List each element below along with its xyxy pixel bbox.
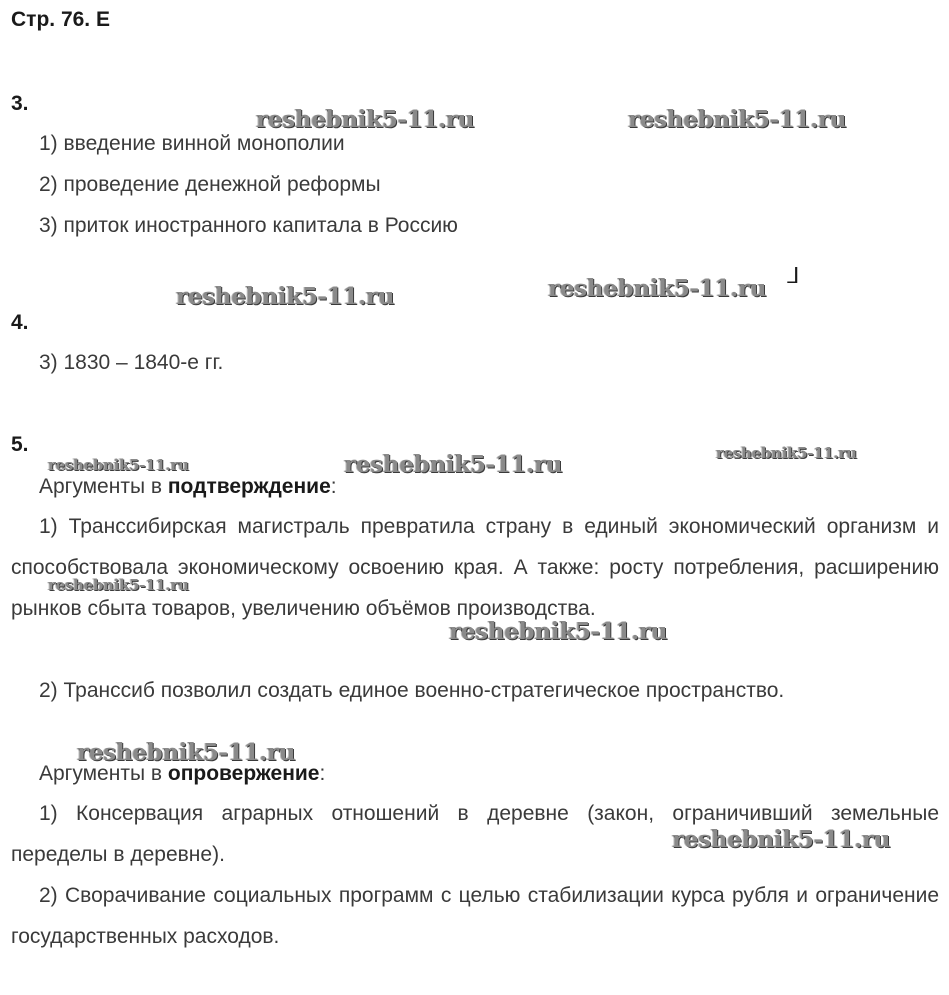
watermark: reshebnik5-11.ru xyxy=(256,106,475,133)
watermark: reshebnik5-11.ru xyxy=(48,456,189,474)
task-4-answer-1: 3) 1830 – 1840-е гг. xyxy=(39,351,224,374)
task-3-answer-1: 1) введение винной монополии xyxy=(39,132,345,155)
watermark: reshebnik5-11.ru xyxy=(716,444,857,462)
stray-mark: ᒧ xyxy=(786,264,800,289)
watermark: reshebnik5-11.ru xyxy=(672,826,891,853)
task-3-answer-2: 2) проведение денежной реформы xyxy=(39,173,381,196)
watermark: reshebnik5-11.ru xyxy=(548,275,767,302)
refute-argument-2: 2) Сворачивание социальных программ с целью стабилизации курса рубля и ограничение государственных расходов. xyxy=(11,884,939,948)
refute-heading-prefix: Аргументы в xyxy=(39,762,168,785)
task-3-number: 3. xyxy=(11,92,29,115)
refute-argument-1: 1) Консервация аграрных отношений в деревне (закон, ограничивший земельные переделы в деревне). xyxy=(11,802,939,866)
support-argument-1: 1) Транссибирская магистраль превратила страну в единый экономический организм и способствовала экономическому освоению края. А также: росту потребления, расширению рынков сбыта товаров, увеличению объёмов производства. xyxy=(11,515,939,620)
refute-heading-bold: опровержение xyxy=(167,762,320,785)
support-heading-suffix: : xyxy=(330,475,337,498)
watermark: reshebnik5-11.ru xyxy=(176,283,395,310)
refute-heading-suffix: : xyxy=(319,762,326,785)
task-3-answer-3: 3) приток иностранного капитала в Россию xyxy=(39,214,458,237)
support-heading xyxy=(39,475,337,499)
support-argument-2: 2) Транссиб позволил создать единое военно-стратегическое пространство. xyxy=(39,679,785,702)
task-4-number: 4. xyxy=(11,311,29,334)
watermark: reshebnik5-11.ru xyxy=(77,739,296,766)
page-title: Стр. 76. Е xyxy=(11,8,110,31)
watermark: reshebnik5-11.ru xyxy=(344,451,563,478)
watermark: reshebnik5-11.ru xyxy=(628,106,847,133)
watermark: reshebnik5-11.ru xyxy=(48,576,189,594)
support-heading-bold: подтверждение xyxy=(167,475,331,498)
support-heading-prefix: Аргументы в xyxy=(39,475,168,498)
task-5-number: 5. xyxy=(11,433,29,456)
watermark: reshebnik5-11.ru xyxy=(449,618,668,645)
